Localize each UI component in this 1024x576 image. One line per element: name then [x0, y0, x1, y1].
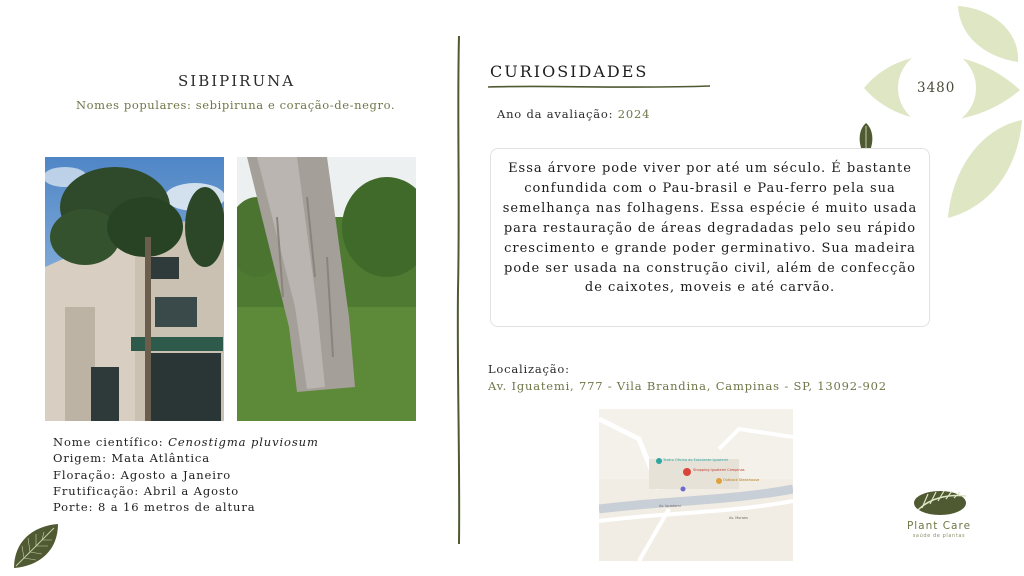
scientific-name-line [53, 434, 319, 450]
heading-underline [488, 84, 710, 90]
map-pin-icon [681, 487, 686, 492]
map-label: Av. Iguatemi [659, 504, 681, 508]
description-text: Essa árvore pode viver por até um século. É bastante confundida com o Pau-brasil e Pau-ferro pela sua semelhança nas folhagens. Essa espécie é muito usada para restauração de áreas degradadas pelo seu rápido crescimento e grande poder germinativo. Sua madeira pode ser usada na construção civil, além de confecção de caixotes, moveis e até carvão. [502, 161, 918, 296]
leaf-icon [10, 520, 62, 572]
map-label: Shopping Iguatemi Campinas [693, 468, 745, 472]
map-pin-icon [683, 468, 691, 476]
map-label: Av. Moraes [729, 516, 748, 520]
location-map[interactable] [599, 409, 793, 561]
location-address[interactable]: Av. Iguatemi, 777 - Vila Brandina, Campinas - SP, 13092-902 [488, 379, 887, 393]
evaluation-year-value: 2024 [617, 107, 651, 121]
map-pin-icon [716, 478, 722, 484]
scientific-name: Cenostigma pluviosum [168, 435, 319, 449]
flowering-line: Floração: Agosto a Janeiro [53, 467, 232, 482]
evaluation-year-label: Ano da avaliação: [497, 107, 618, 121]
brand-name: Plant Care [906, 520, 972, 532]
brand-tagline: saúde de plantas [912, 533, 966, 539]
leaf-icon [948, 120, 1022, 218]
map-pin-icon [656, 458, 662, 464]
plant-care-logo [912, 486, 970, 518]
vertical-divider [456, 36, 462, 544]
tree-photo-building [45, 157, 224, 421]
species-info [53, 434, 319, 515]
evaluation-year [497, 107, 650, 121]
map-label: Outback Steakhouse [723, 478, 760, 482]
map-label: Teatro Oficina do Estudante Iguatemi [663, 458, 729, 462]
species-title: SIBIPIRUNA [178, 72, 296, 90]
record-number-badge: 3480 [917, 80, 956, 96]
location-label: Localização: [488, 362, 570, 376]
scientific-name-label: Nome científico: [53, 435, 169, 449]
fruiting-line: Frutificação: Abril a Agosto [53, 483, 240, 498]
popular-names: Nomes populares: sebipiruna e coração-de-negro. [76, 98, 396, 112]
size-line: Porte: 8 a 16 metros de altura [53, 500, 256, 515]
origin-line: Origem: Mata Atlântica [53, 451, 211, 466]
leaf-icon [958, 6, 1018, 62]
tree-photo-trunk [237, 157, 416, 421]
curiosities-heading: CURIOSIDADES [490, 62, 649, 81]
